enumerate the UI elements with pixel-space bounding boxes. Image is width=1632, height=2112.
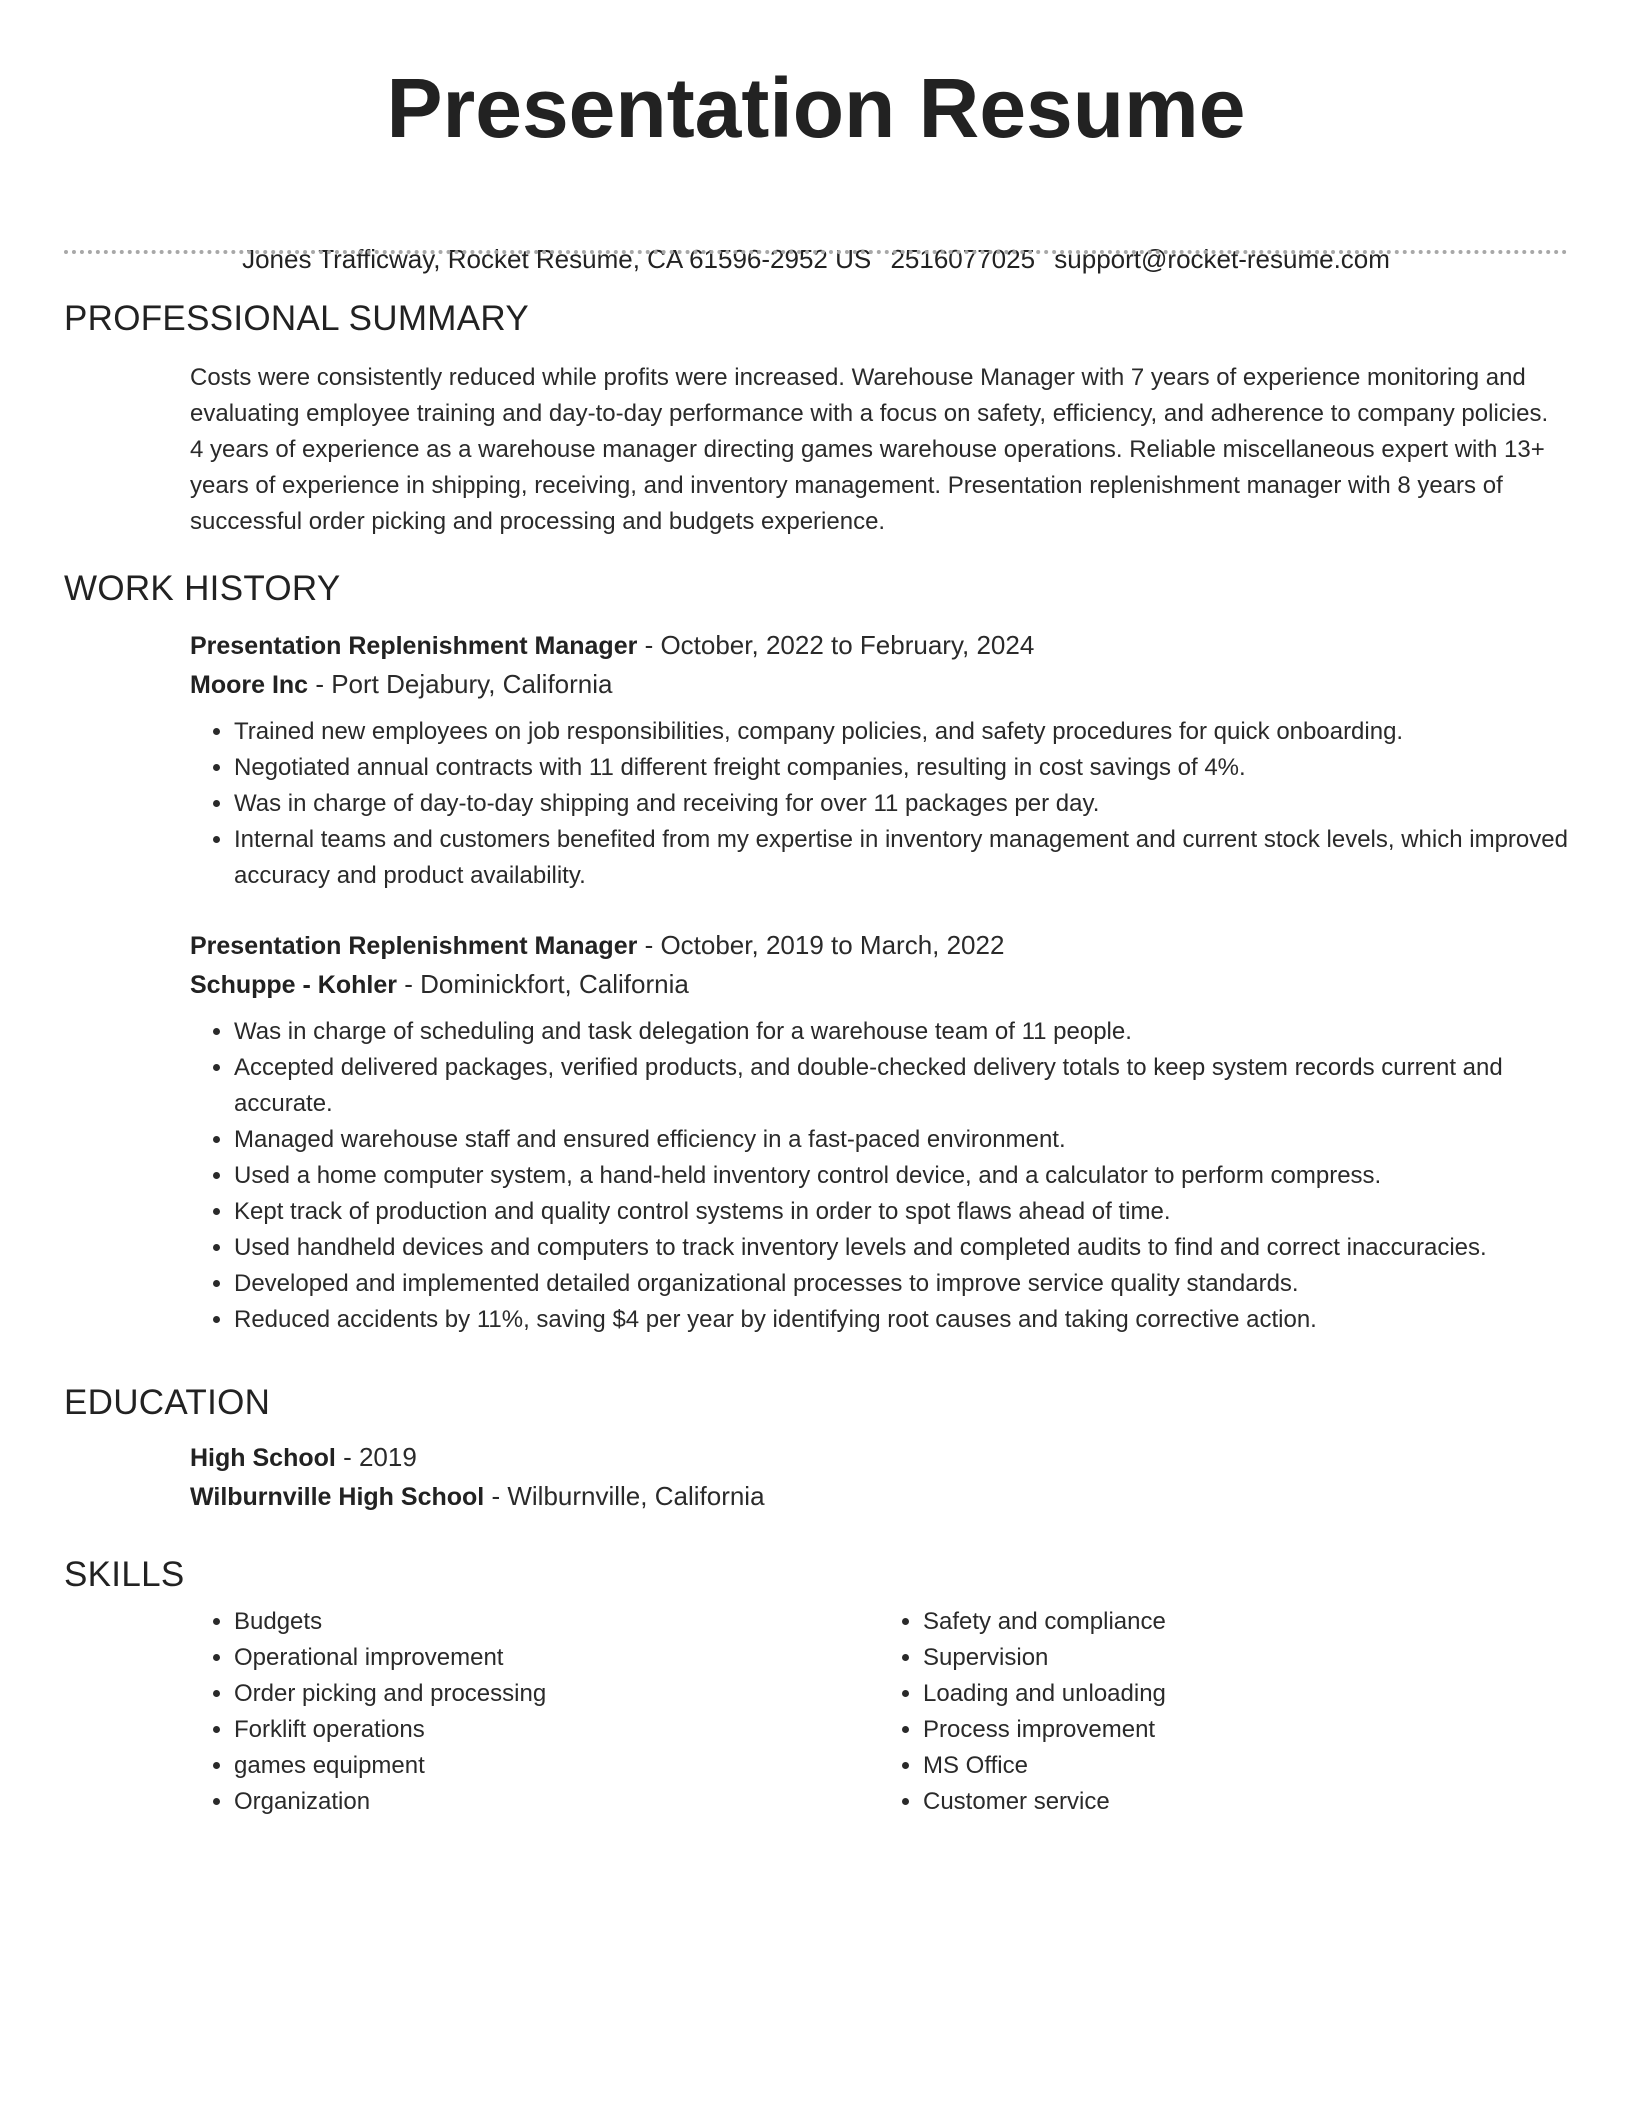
summary-text: Costs were consistently reduced while profits were increased. Warehouse Manager with 7 years of experience monitoring and evaluating employee training and day-to-day performance with a focus on safety, efficiency, and adherence to company policies. 4 years of experience as a warehouse manager directing games warehouse operations. Reliable miscellaneous expert with 13+ years of experience in shipping, receiving, and inventory management. Presentation replenishment manager with 8 years of successful order picking and processing and budgets experience. bbox=[190, 364, 1549, 535]
job-title: Presentation Replenishment Manager bbox=[190, 632, 638, 660]
list-item: • Budgets bbox=[234, 1604, 879, 1640]
job-location: - Dominickfort, California bbox=[404, 969, 689, 999]
job-company-line bbox=[190, 965, 1568, 1004]
skills-grid bbox=[190, 1604, 1568, 1820]
skills-list-left bbox=[190, 1604, 879, 1820]
education-degree: High School bbox=[190, 1444, 336, 1472]
job-dates: - October, 2022 to February, 2024 bbox=[644, 630, 1035, 660]
list-item: • Accepted delivered packages, verified products, and double-checked delivery totals to keep system records current and accurate. bbox=[234, 1050, 1568, 1122]
list-item: • Negotiated annual contracts with 11 different freight companies, resulting in cost savings of 4%. bbox=[234, 750, 1568, 786]
work-history-section bbox=[64, 568, 1568, 1338]
list-item: • Supervision bbox=[923, 1640, 1568, 1676]
list-item: • Order picking and processing bbox=[234, 1676, 879, 1712]
list-item: • Was in charge of scheduling and task delegation for a warehouse team of 11 people. bbox=[234, 1014, 1568, 1050]
education-heading: EDUCATION bbox=[64, 1383, 271, 1422]
job-company: Schuppe - Kohler bbox=[190, 971, 397, 999]
job-title-line bbox=[190, 626, 1568, 665]
education-location: - Wilburnville, California bbox=[491, 1481, 765, 1511]
job-company-line bbox=[190, 665, 1568, 704]
list-item: • Managed warehouse staff and ensured efficiency in a fast-paced environment. bbox=[234, 1122, 1568, 1158]
education-section bbox=[64, 1382, 1568, 1516]
education-year: - 2019 bbox=[343, 1442, 417, 1472]
job-dates: - October, 2019 to March, 2022 bbox=[644, 930, 1005, 960]
list-item: • Developed and implemented detailed organizational processes to improve service quality standards. bbox=[234, 1266, 1568, 1302]
contact-address: Jones Trafficway, Rocket Resume, CA 61596-2952 US bbox=[242, 244, 872, 274]
list-item: • Forklift operations bbox=[234, 1712, 879, 1748]
job-entry bbox=[190, 926, 1568, 1338]
list-item: • Used a home computer system, a hand-held inventory control device, and a calculator to perform compress. bbox=[234, 1158, 1568, 1194]
skills-list-right bbox=[879, 1604, 1568, 1820]
job-bullets bbox=[190, 714, 1568, 894]
job-title: Presentation Replenishment Manager bbox=[190, 932, 638, 960]
list-item: • MS Office bbox=[923, 1748, 1568, 1784]
list-item: • Used handheld devices and computers to track inventory levels and completed audits to find and correct inaccuracies. bbox=[234, 1230, 1568, 1266]
job-title-line bbox=[190, 926, 1568, 965]
contact-line bbox=[0, 244, 1632, 274]
list-item: • games equipment bbox=[234, 1748, 879, 1784]
work-history-heading: WORK HISTORY bbox=[64, 569, 341, 608]
resume-name: Presentation Resume bbox=[386, 61, 1246, 155]
education-school-line bbox=[190, 1477, 1568, 1516]
list-item: • Organization bbox=[234, 1784, 879, 1820]
list-item: • Reduced accidents by 11%, saving $4 per year by identifying root causes and taking corrective action. bbox=[234, 1302, 1568, 1338]
education-degree-line bbox=[190, 1438, 1568, 1477]
skills-section bbox=[64, 1554, 1568, 1820]
list-item: • Process improvement bbox=[923, 1712, 1568, 1748]
summary-section bbox=[64, 298, 1568, 540]
list-item: • Customer service bbox=[923, 1784, 1568, 1820]
list-item: • Internal teams and customers benefited from my expertise in inventory management and current stock levels, which improved accuracy and product availability. bbox=[234, 822, 1568, 894]
header-divider bbox=[64, 250, 1568, 254]
contact-email: support@rocket-resume.com bbox=[1054, 244, 1390, 274]
job-bullets bbox=[190, 1014, 1568, 1338]
job-company: Moore Inc bbox=[190, 671, 309, 699]
contact-phone: 2516077025 bbox=[890, 244, 1036, 274]
skills-heading: SKILLS bbox=[64, 1555, 185, 1594]
job-entry bbox=[190, 626, 1568, 894]
list-item: • Trained new employees on job responsibilities, company policies, and safety procedures for quick onboarding. bbox=[234, 714, 1568, 750]
summary-heading: PROFESSIONAL SUMMARY bbox=[64, 299, 529, 338]
list-item: • Operational improvement bbox=[234, 1640, 879, 1676]
list-item: • Was in charge of day-to-day shipping and receiving for over 11 packages per day. bbox=[234, 786, 1568, 822]
list-item: • Safety and compliance bbox=[923, 1604, 1568, 1640]
list-item: • Kept track of production and quality control systems in order to spot flaws ahead of time. bbox=[234, 1194, 1568, 1230]
job-location: - Port Dejabury, California bbox=[315, 669, 613, 699]
list-item: • Loading and unloading bbox=[923, 1676, 1568, 1712]
education-school: Wilburnville High School bbox=[190, 1483, 485, 1511]
